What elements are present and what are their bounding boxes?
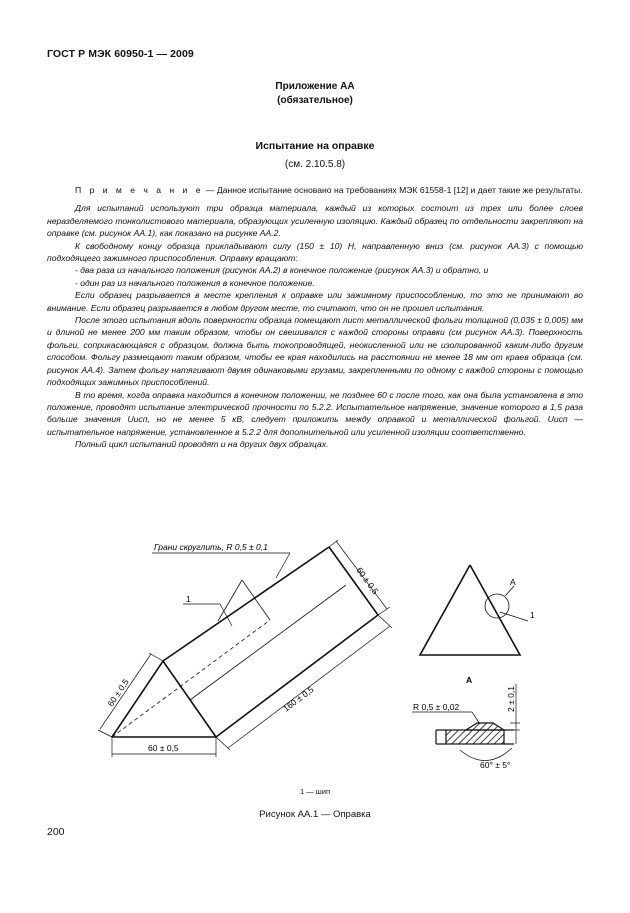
dimension-label: 60 ± 0,5 — [105, 677, 131, 709]
list-item: - один раз из начального положения в конечное положение. — [75, 277, 315, 288]
document-header: ГОСТ Р МЭК 60950-1 — 2009 — [47, 48, 194, 60]
annex-status: (обязательное) — [277, 95, 353, 106]
paragraph-1: Для испытаний используют три образца материала, каждый из которых состоит из трех или более слоев неразделяемого тонколистового материала, образующих усиленную изоляцию. Каждый образец по отдельности закрепляют на оправке (см. рисунок АА.1), как показано на рисунке АА.2. — [47, 203, 583, 239]
section-title: Испытание на оправке — [255, 140, 375, 152]
page-number: 200 — [47, 826, 65, 838]
detail-section — [412, 684, 520, 761]
note-label: П р и м е ч а н и е — [75, 185, 204, 195]
paragraph-6: Полный цикл испытаний проводят и на других двух образцах. — [75, 439, 329, 450]
edge-rounding-label: Грани скруглить, R 0,5 ± 0,1 — [154, 542, 268, 552]
dimension-label: 60 ± 0,5 — [148, 743, 179, 753]
dimension-label: 60 ± 0,5 — [354, 565, 381, 596]
detail-triangle — [420, 565, 520, 655]
paragraph-2: К свободному концу образца прикладывают силу (150 ± 10) Н, направленную вниз (см. рисунок АА.3) с помощью подходящего зажимного приспособления. Оправку вращают: — [47, 240, 583, 264]
paragraph-5: В то время, когда оправка находится в конечном положении, не позднее 60 с после того, как она была установлена в это положение, проводят испытание электрической прочности по 5.2.2. Испытательное напряжение, значение которого в 1,5 раза больше значения Uисп, но не менее 5 кВ, следует приложить между оправкой и металлической фольгой. Uисп — испытательное напряжение, установленное в 5.2.2 для дополнительной или усиленной изоляции соответственно. — [47, 389, 583, 437]
figure-legend: 1 — шип — [299, 787, 331, 796]
detail-callout-label: А — [510, 577, 516, 587]
height-label: 2 ± 0,1 — [506, 686, 516, 712]
note-text: — Данное испытание основано на требованиях МЭК 61558-1 [12] и дает такие же результаты. — [203, 185, 583, 195]
figure-caption: Рисунок АА.1 — Оправка — [259, 809, 371, 820]
mandrel-outline — [112, 547, 381, 737]
list-item: - два раза из начального положения (рисунок АА.2) в конечное положение (рисунок АА.3) и обратно, и — [75, 265, 489, 276]
pin-lines — [190, 580, 346, 700]
pin-label: 1 — [530, 610, 535, 620]
angle-label: 60° ± 5° — [480, 760, 511, 770]
section-reference: (см. 2.10.5.8) — [284, 159, 346, 170]
radius-label: R 0,5 ± 0,02 — [413, 702, 460, 712]
detail-view-label: А — [466, 675, 473, 685]
pin-label: 1 — [186, 594, 191, 604]
dimension-label: 160 ± 0,5 — [281, 684, 316, 714]
paragraph-4: После этого испытания вдоль поверхности образца помещают лист металлической фольги толщиной (0,035 ± 0,005) мм и длиной не менее 200 мм таким образом, чтобы он свешивался с каждой стороны оправки (см рисунок АА.3). Поверхность фольги, соприкасающаяся с образцом, должна быть токопроводящей, неокисленной или не изолированной каким-либо другим способом. Фольгу размещают таким образом, чтобы ее края находились на расстоянии не менее 18 мм от краев образца (см. рисунок АА.4). Затем фольгу натягивают двумя одинаковыми грузами, закрепленными по одному с каждой стороны с помощью подходящих зажимных приспособлений. — [47, 315, 583, 388]
paragraph-3: Если образец разрывается в месте крепления к оправке или зажимному приспособлению, то это не принимают во внимание. Если образец разрывается в любом другом месте, то считают, что он не прошел испытания. — [47, 290, 583, 313]
annex-title: Приложение АА — [275, 81, 355, 92]
